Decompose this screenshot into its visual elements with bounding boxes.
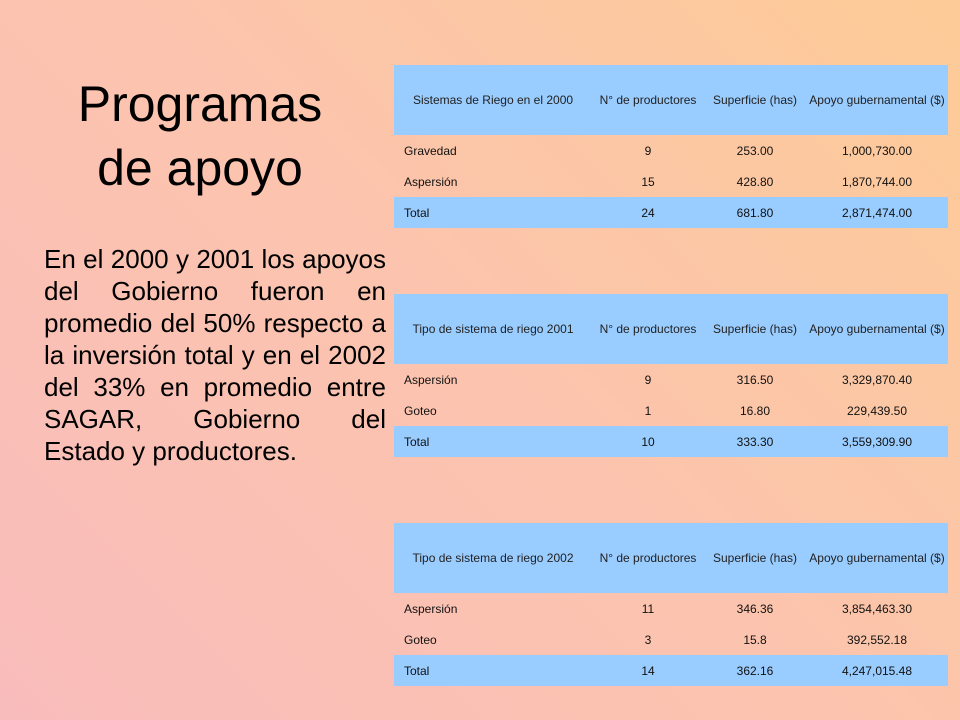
cell-sistema: Aspersión [404, 372, 458, 387]
cell-apoyo: 392,552.18 [846, 632, 908, 647]
header-productores: N° de productores [592, 65, 704, 135]
cell-sistema: Goteo [404, 632, 437, 647]
header-sistema: Tipo de sistema de riego 2001 [394, 294, 592, 364]
table-riego-2001 [394, 294, 948, 457]
cell-total-productores: 24 [592, 197, 704, 228]
cell-superficie: 346.36 [736, 601, 774, 616]
cell-total-superficie: 681.80 [704, 197, 806, 228]
cell-apoyo: 3,329,870.40 [841, 372, 913, 387]
cell-total-label: Total [394, 426, 592, 457]
slide-body-text: En el 2000 y 2001 los apoyos del Gobierno fueron en promedio del 50% respecto a la inversión total y en el 2002 del 33% en promedio entre SAGAR, Gobierno del Estado y productores. [44, 244, 386, 466]
table-total-row [394, 655, 948, 686]
cell-productores: 9 [644, 143, 652, 158]
table-riego-2000 [394, 65, 948, 228]
header-productores: N° de productores [592, 294, 704, 364]
header-superficie: Superficie (has) [704, 294, 806, 364]
header-superficie: Superficie (has) [704, 523, 806, 593]
cell-sistema: Gravedad [404, 143, 457, 158]
cell-total-label: Total [394, 197, 592, 228]
cell-sistema: Aspersión [404, 174, 458, 189]
table-row [394, 624, 948, 655]
cell-productores: 15 [641, 174, 655, 189]
header-superficie: Superficie (has) [704, 65, 806, 135]
cell-superficie: 316.50 [736, 372, 774, 387]
cell-productores: 1 [644, 403, 652, 418]
header-apoyo: Apoyo gubernamental ($) [806, 65, 948, 135]
table-row [394, 135, 948, 166]
table-row [394, 395, 948, 426]
header-productores: N° de productores [592, 523, 704, 593]
cell-productores: 9 [644, 372, 652, 387]
cell-total-superficie: 333.30 [704, 426, 806, 457]
table-total-row [394, 197, 948, 228]
cell-total-apoyo: 2,871,474.00 [806, 197, 948, 228]
cell-total-superficie: 362.16 [704, 655, 806, 686]
cell-productores: 11 [641, 601, 655, 616]
table-total-row [394, 426, 948, 457]
header-apoyo: Apoyo gubernamental ($) [806, 294, 948, 364]
cell-total-apoyo: 3,559,309.90 [806, 426, 948, 457]
cell-total-productores: 10 [592, 426, 704, 457]
table-row [394, 364, 948, 395]
cell-apoyo: 229,439.50 [846, 403, 908, 418]
cell-productores: 3 [644, 632, 652, 647]
table-header-row [394, 294, 948, 364]
cell-total-apoyo: 4,247,015.48 [806, 655, 948, 686]
cell-superficie: 15.8 [743, 632, 767, 647]
table-header-row [394, 523, 948, 593]
cell-sistema: Aspersión [404, 601, 458, 616]
slide-title-line-1: Programas [77, 76, 323, 132]
cell-superficie: 428.80 [736, 174, 774, 189]
cell-total-productores: 14 [592, 655, 704, 686]
header-sistema: Sistemas de Riego en el 2000 [394, 65, 592, 135]
table-row [394, 593, 948, 624]
slide-title [40, 72, 360, 200]
header-sistema: Tipo de sistema de riego 2002 [394, 523, 592, 593]
cell-apoyo: 1,000,730.00 [841, 143, 913, 158]
cell-sistema: Goteo [404, 403, 437, 418]
slide-title-line-2: de apoyo [97, 140, 303, 196]
header-apoyo: Apoyo gubernamental ($) [806, 523, 948, 593]
cell-superficie: 253.00 [736, 143, 774, 158]
cell-apoyo: 1,870,744.00 [841, 174, 913, 189]
table-row [394, 166, 948, 197]
table-riego-2002 [394, 523, 948, 686]
cell-apoyo: 3,854,463.30 [841, 601, 913, 616]
cell-superficie: 16.80 [739, 403, 771, 418]
table-header-row [394, 65, 948, 135]
cell-total-label: Total [394, 655, 592, 686]
